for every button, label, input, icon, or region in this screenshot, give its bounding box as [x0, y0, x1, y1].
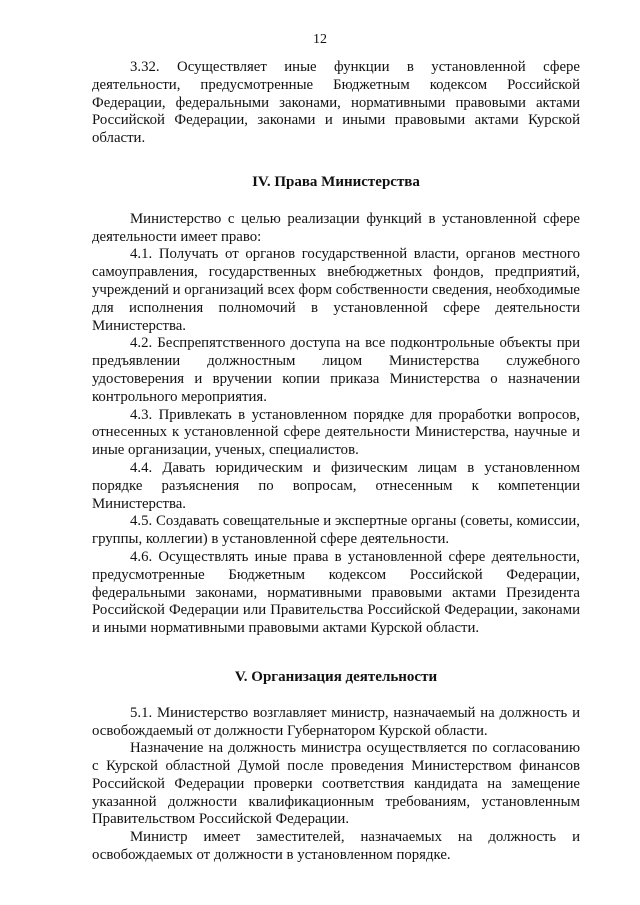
paragraph-5-1-appointment: Назначение на должность министра осуществляется по согласованию с Курской областной Думой после проведения Министерством финансов Российской Федерации проверки соответствия кандидата на замещение указанной должности квалификационным требованиям, установленным Правительством Российской Федерации.: [92, 740, 580, 828]
document-body: [92, 59, 580, 865]
paragraph-3-32: 3.32. Осуществляет иные функции в установленной сфере деятельности, предусмотренные Бюджетным кодексом Российской Федерации, федеральными законами, нормативными правовыми актами Российской Федерации, законами и иными правовыми актами Курской области.: [92, 59, 580, 147]
paragraph-4-5: 4.5. Создавать совещательные и экспертные органы (советы, комиссии, группы, коллегии) в установленной сфере деятельности.: [92, 513, 580, 548]
section-heading-5: V. Организация деятельности: [234, 668, 438, 685]
paragraph-5-1-deputies: Министр имеет заместителей, назначаемых на должность и освобождаемых от должности в установленном порядке.: [92, 829, 580, 864]
paragraph-4-4: 4.4. Давать юридическим и физическим лицам в установленном порядке разъяснения по вопросам, отнесенным к компетенции Министерства.: [92, 459, 580, 512]
paragraph-4-1: 4.1. Получать от органов государственной власти, органов местного самоуправления, государственных внебюджетных фондов, предприятий, учреждений и организаций всех форм собственности сведения, необходимые для исполнения полномочий в установленной сфере деятельности Министерства.: [92, 246, 580, 334]
paragraph-5-1: 5.1. Министерство возглавляет министр, назначаемый на должность и освобождаемый от должности Губернатором Курской области.: [92, 704, 580, 739]
section-heading-4: IV. Права Министерства: [252, 173, 420, 190]
paragraph-4-2: 4.2. Беспрепятственного доступа на все подконтрольные объекты при предъявлении должностным лицом Министерства служебного удостоверения и вручении копии приказа Министерства о назначении контрольного мероприятия.: [92, 335, 580, 405]
paragraph-4-6: 4.6. Осуществлять иные права в установленной сфере деятельности, предусмотренные Бюджетным кодексом Российской Федерации, федеральными законами, нормативными правовыми актами Президента Российской Федерации или Правительства Российской Федерации, законами и иными нормативными правовыми актами Курской области.: [92, 548, 580, 637]
page-number: 12: [313, 32, 327, 47]
paragraph-intro-4: Министерство с целью реализации функций в установленной сфере деятельности имеет право:: [92, 210, 580, 245]
paragraph-4-3: 4.3. Привлекать в установленном порядке для проработки вопросов, отнесенных к установленной сфере деятельности Министерства, научные и иные организации, ученых, специалистов.: [92, 406, 580, 459]
